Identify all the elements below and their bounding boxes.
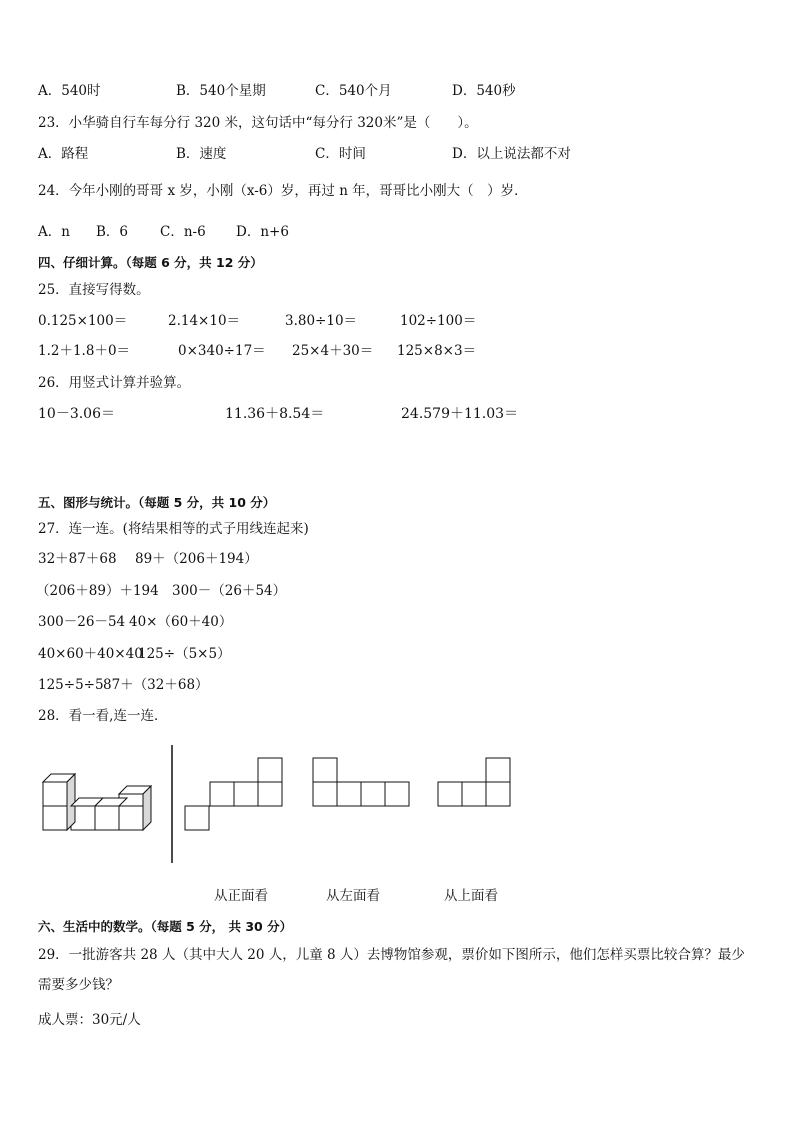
q26-question: 26．用竖式计算并验算。 (38, 375, 191, 391)
q24-option-c[interactable]: C．n-6 (160, 224, 206, 240)
q27-right-expr[interactable]: 125÷（5×5） (138, 646, 231, 662)
view-label-top[interactable]: 从上面看 (444, 888, 498, 904)
q26-item: 11.36＋8.54＝ (225, 406, 325, 422)
q26-item: 10－3.06＝ (38, 406, 115, 422)
q23-question: 23．小华骑自行车每分行 320 米，这句话中“每分行 320米”是（ ）。 (38, 115, 478, 131)
q25-item: 125×8×3＝ (397, 343, 477, 359)
section4-heading: 四、仔细计算。（每题 6 分，共 12 分） (38, 255, 263, 270)
q27-left-expr[interactable]: （206＋89）＋194 (36, 583, 159, 599)
q29-question-line-1: 29．一批游客共 28 人（其中大人 20 人，儿童 8 人）去博物馆参观，票价如下图所示，他们怎样买票比较合算？最少 (38, 947, 745, 963)
q28-question: 28．看一看,连一连． (38, 708, 168, 724)
q25-item: 102÷100＝ (400, 313, 477, 329)
view-shape-3[interactable] (438, 758, 510, 806)
q26-item: 24.579＋11.03＝ (401, 406, 519, 422)
q25-item: 0.125×100＝ (38, 313, 128, 329)
q29-question-line-2: 需要多少钱？ (38, 977, 119, 993)
q22-option-c[interactable]: C．540个月 (315, 83, 392, 99)
q25-item: 3.80÷10＝ (285, 313, 358, 329)
q23-option-b[interactable]: B．速度 (176, 146, 227, 162)
q22-option-b[interactable]: B．540个星期 (176, 83, 266, 99)
q25-item: 0×340÷17＝ (178, 343, 266, 359)
view-shape-1[interactable] (185, 758, 282, 830)
q27-left-expr[interactable]: 300－26－54 (38, 614, 126, 630)
section5-heading: 五、图形与统计。（每题 5 分，共 10 分） (38, 495, 276, 510)
q23-option-c[interactable]: C．时间 (315, 146, 366, 162)
view-label-left[interactable]: 从左面看 (326, 888, 380, 904)
adult-ticket-price: 成人票：30元/人 (38, 1012, 141, 1028)
q24-option-d[interactable]: D．n+6 (236, 224, 289, 240)
q25-question: 25．直接写得数。 (38, 282, 150, 298)
q25-item: 1.2＋1.8＋0＝ (38, 343, 131, 359)
q27-right-expr[interactable]: 300－（26＋54） (172, 583, 287, 599)
q23-option-a[interactable]: A．路程 (38, 146, 89, 162)
q27-left-expr[interactable]: 32＋87＋68 (38, 551, 117, 567)
q25-item: 25×4＋30＝ (292, 343, 374, 359)
q27-left-expr[interactable]: 40×60＋40×40 (38, 646, 143, 662)
q22-option-a[interactable]: A．540时 (38, 83, 101, 99)
q27-question: 27．连一连。(将结果相等的式子用线连起来) (38, 521, 309, 537)
q24-option-b[interactable]: B．6 (96, 224, 129, 240)
q22-option-d[interactable]: D．540秒 (452, 83, 516, 99)
view-label-front[interactable]: 从正面看 (214, 888, 268, 904)
q28-figure (38, 740, 578, 870)
q27-right-expr[interactable]: 40×（60＋40） (129, 614, 233, 630)
view-shape-2[interactable] (313, 758, 409, 806)
q27-left-expr[interactable]: 125÷5÷5 (38, 677, 104, 693)
q27-right-expr[interactable]: 87＋（32＋68） (103, 677, 209, 693)
q24-option-a[interactable]: A．n (38, 224, 70, 240)
q25-item: 2.14×10＝ (168, 313, 241, 329)
q27-right-expr[interactable]: 89＋（206＋194） (135, 551, 258, 567)
cube-arrangement (43, 774, 151, 830)
q23-option-d[interactable]: D．以上说法都不对 (452, 146, 571, 162)
section6-heading: 六、生活中的数学。（每题 5 分， 共 30 分） (38, 919, 293, 934)
q24-question: 24．今年小刚的哥哥 x 岁，小刚（x-6）岁，再过 n 年，哥哥比小刚大（ ）岁． (38, 183, 528, 199)
